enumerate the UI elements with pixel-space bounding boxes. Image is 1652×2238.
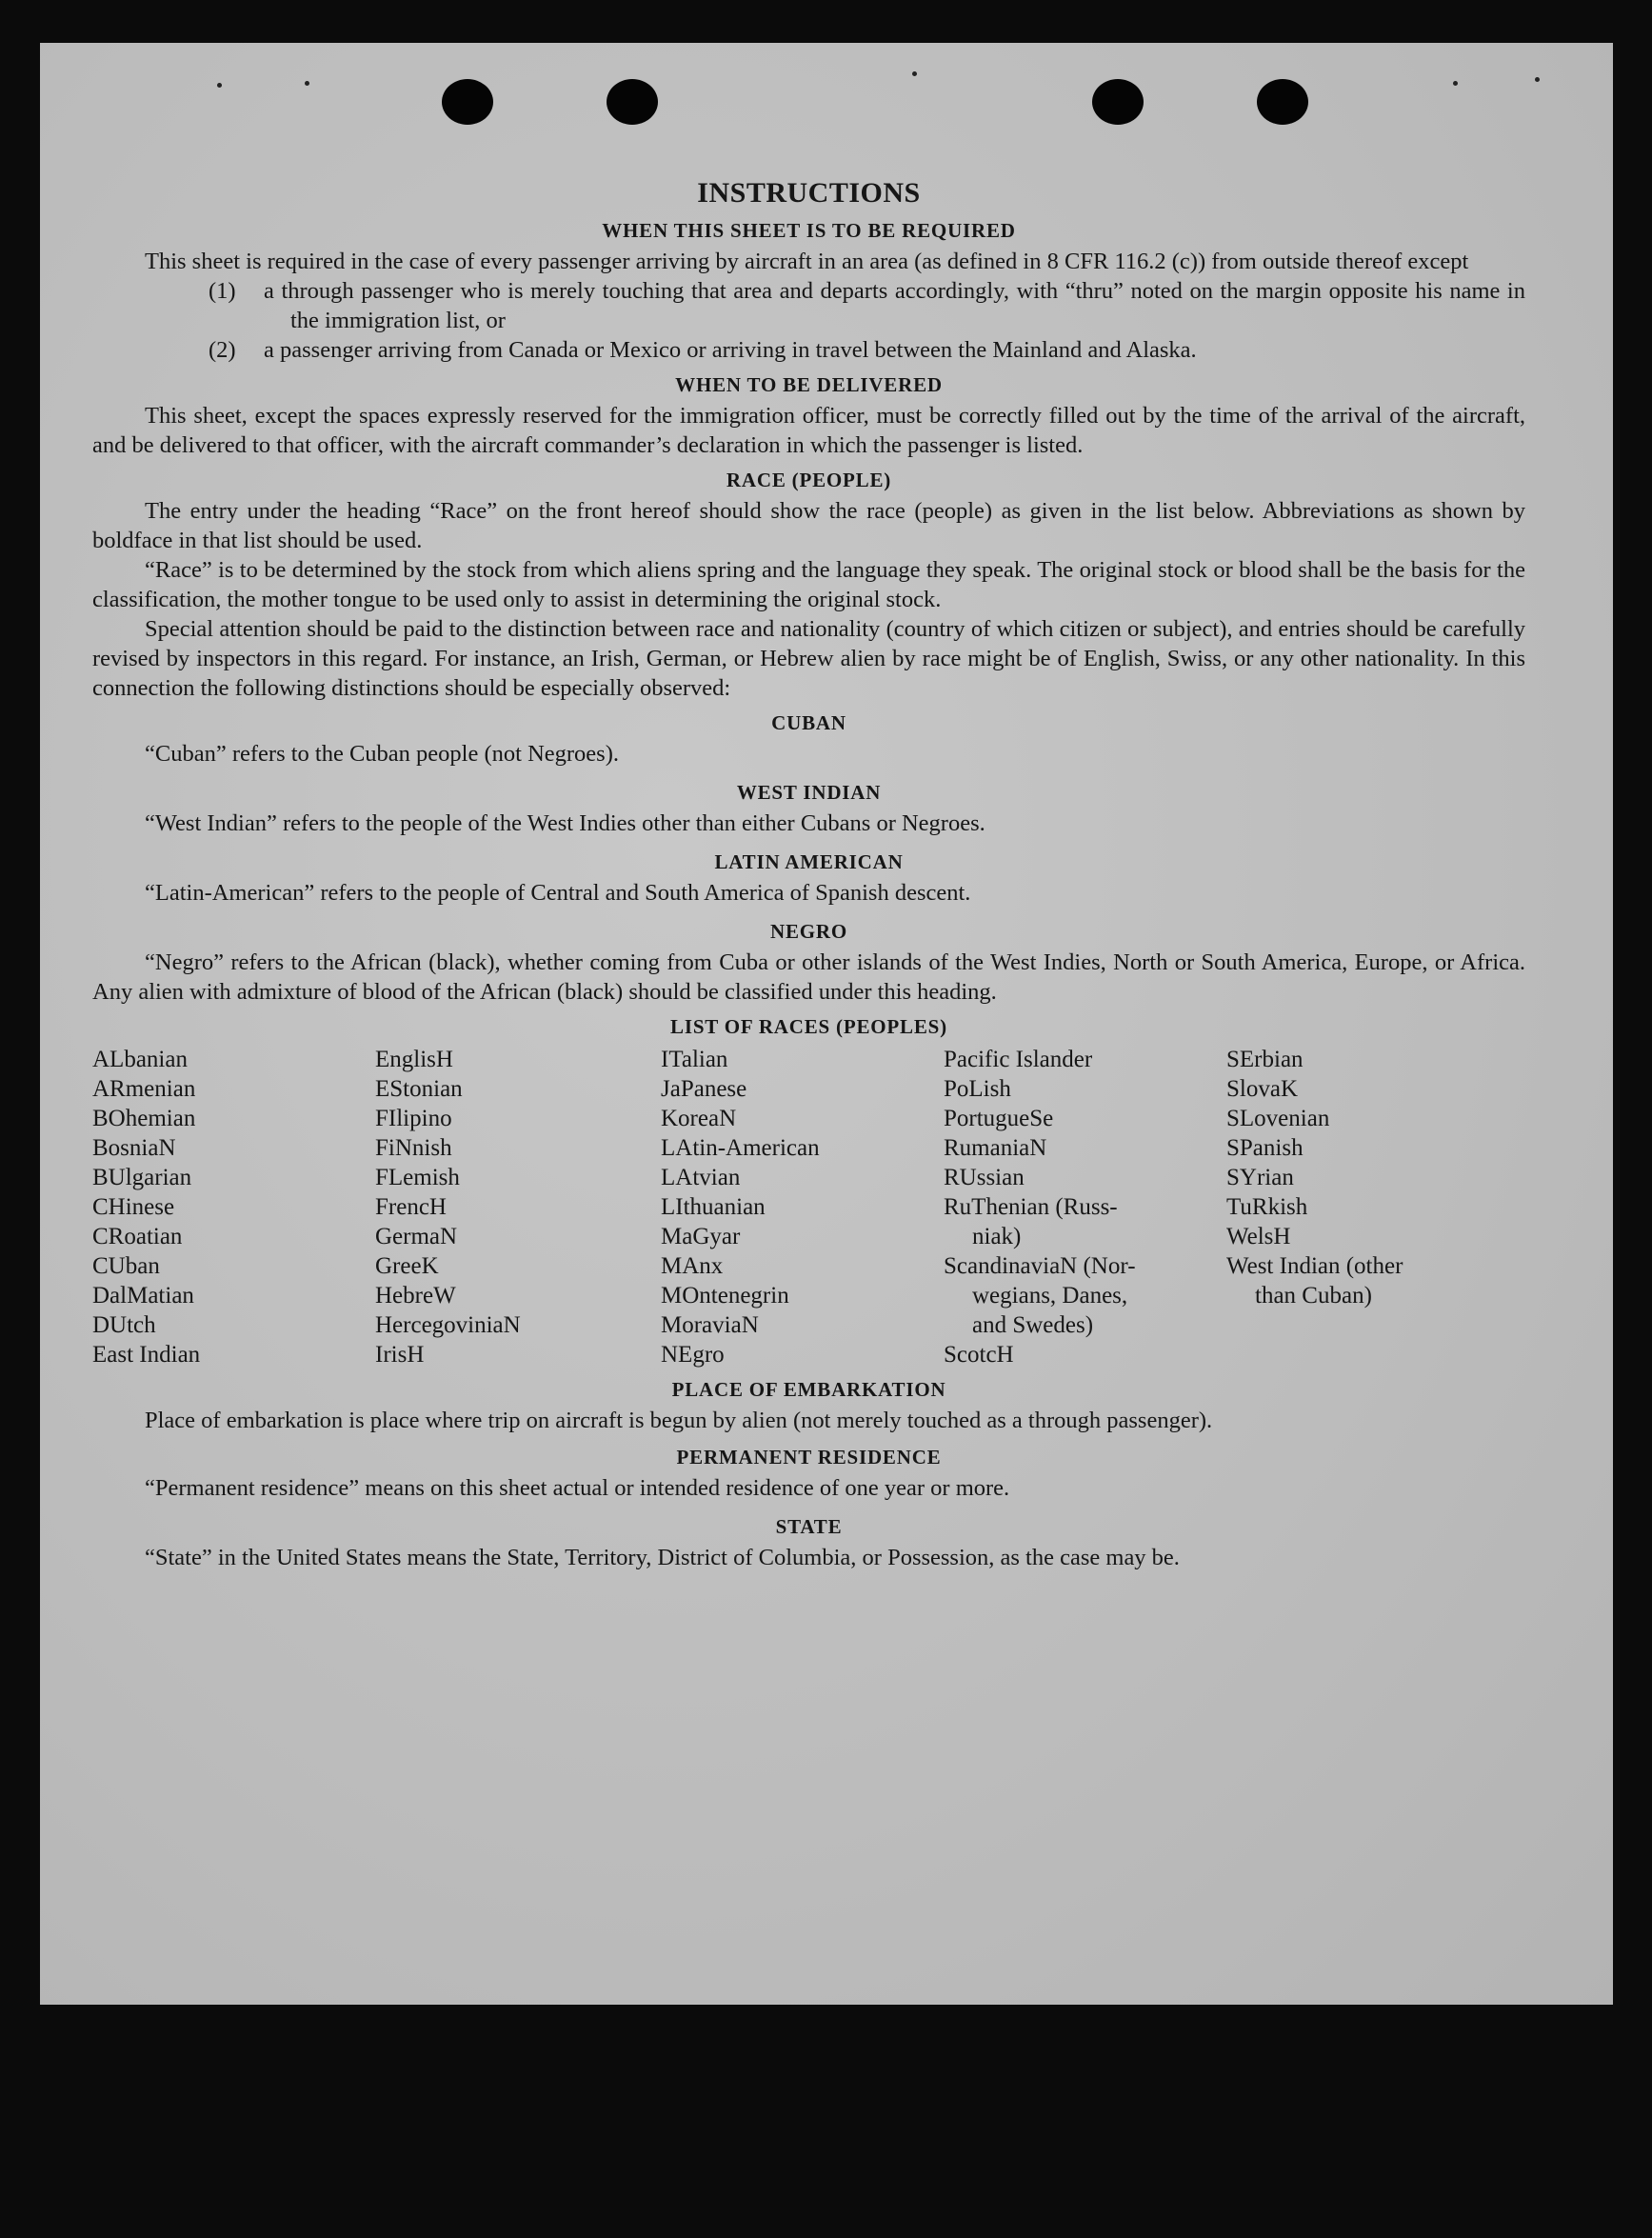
permanent-residence-definition: “Permanent residence” means on this sheet actual or intended residence of one year or more. — [145, 1475, 1010, 1501]
negro-definition: “Negro” refers to the African (black), whether coming from Cuba or other islands of the West Indies, North or South America, Europe, or Africa. Any alien with admixture of blood of the African (black) should be classified under this heading. — [92, 949, 1525, 1005]
race-entry: IrisH — [375, 1342, 425, 1368]
race-entry: WelsH — [1226, 1224, 1291, 1249]
document-sheet — [40, 43, 1613, 2005]
item-text: a through passenger who is merely touching that area and departs accordingly, with “thru” noted on the margin opposite his name in the immigration list, or — [264, 278, 1525, 333]
punch-hole — [442, 79, 493, 125]
race-entry: SPanish — [1226, 1135, 1304, 1161]
race-entry: PoLish — [944, 1076, 1011, 1102]
race-entry: ITalian — [661, 1047, 728, 1072]
instructions-content — [92, 176, 1525, 1572]
race-entry: LAtvian — [661, 1165, 741, 1190]
speck — [1453, 81, 1458, 86]
race-entry: ScandinaviaN (Nor- — [944, 1253, 1136, 1279]
race-entry: Pacific Islander — [944, 1047, 1093, 1072]
race-entry: RumaniaN — [944, 1135, 1047, 1161]
race-entry: GreeK — [375, 1253, 439, 1279]
speck — [305, 81, 309, 86]
race-entry: MaGyar — [661, 1224, 741, 1249]
race-entry: ALbanian — [92, 1047, 188, 1072]
race-entry: NEgro — [661, 1342, 725, 1368]
race-entry: EnglisH — [375, 1047, 453, 1072]
race-entry: CRoatian — [92, 1224, 183, 1249]
race-entry: CUban — [92, 1253, 160, 1279]
race-column — [92, 1045, 375, 1369]
race-entry: niak) — [972, 1224, 1022, 1249]
embarkation-heading: PLACE OF EMBARKATION — [671, 1378, 946, 1401]
race-entry: than Cuban) — [1255, 1283, 1372, 1309]
permanent-residence-heading: PERMANENT RESIDENCE — [676, 1446, 942, 1469]
item-number: (1) — [209, 278, 236, 304]
speck — [217, 83, 222, 88]
item-text: a passenger arriving from Canada or Mexico or arriving in travel between the Mainland and Alaska. — [264, 337, 1197, 363]
cuban-definition: “Cuban” refers to the Cuban people (not Negroes). — [145, 741, 619, 767]
when-delivered-text: This sheet, except the spaces expressly reserved for the immigration officer, must be correctly filled out by the time of the arrival of the aircraft, and be delivered to that officer, with the aircraft commander’s declaration in which the passenger is listed. — [92, 403, 1525, 458]
race-entry: DUtch — [92, 1312, 156, 1338]
embarkation-definition: Place of embarkation is place where trip on aircraft is begun by alien (not merely touched as a through passenger). — [145, 1408, 1213, 1433]
speck — [1535, 77, 1540, 82]
punch-hole — [1092, 79, 1144, 125]
exception-item-2 — [209, 335, 1525, 365]
race-entry: MoraviaN — [661, 1312, 759, 1338]
race-column — [1226, 1045, 1483, 1369]
race-entry: BosniaN — [92, 1135, 176, 1161]
latin-american-heading: LATIN AMERICAN — [714, 850, 904, 873]
race-entry: BUlgarian — [92, 1165, 192, 1190]
race-entry: FLemish — [375, 1165, 460, 1190]
race-entry: wegians, Danes, — [972, 1283, 1128, 1309]
race-entry: DalMatian — [92, 1283, 194, 1309]
race-entry: HercegoviniaN — [375, 1312, 521, 1338]
race-entry: PortugueSe — [944, 1106, 1054, 1131]
race-entry: MOntenegrin — [661, 1283, 789, 1309]
race-entry: BOhemian — [92, 1106, 196, 1131]
race-paragraph-2: “Race” is to be determined by the stock from which aliens spring and the language they speak. The original stock or blood shall be the basis for the classification, the mother tongue to be used only to assist in determining the original stock. — [92, 557, 1525, 612]
race-entry: FIlipino — [375, 1106, 452, 1131]
race-list-grid — [92, 1045, 1525, 1369]
race-entry: KoreaN — [661, 1106, 737, 1131]
race-entry: West Indian (other — [1226, 1253, 1403, 1279]
race-entry: SYrian — [1226, 1165, 1294, 1190]
race-column — [661, 1045, 944, 1369]
race-entry: RuThenian (Russ- — [944, 1194, 1118, 1220]
race-entry: FrencH — [375, 1194, 447, 1220]
item-number: (2) — [209, 337, 236, 363]
west-indian-definition: “West Indian” refers to the people of the West Indies other than either Cubans or Negroes. — [145, 810, 985, 836]
race-paragraph-1: The entry under the heading “Race” on the front hereof should show the race (people) as given in the list below. Abbreviations as shown by boldface in that list should be used. — [92, 498, 1525, 553]
race-heading: RACE (PEOPLE) — [726, 469, 892, 491]
when-required-heading: WHEN THIS SHEET IS TO BE REQUIRED — [602, 219, 1016, 242]
race-entry: HebreW — [375, 1283, 456, 1309]
race-entry: JaPanese — [661, 1076, 747, 1102]
race-entry: East Indian — [92, 1342, 201, 1368]
punch-hole — [607, 79, 658, 125]
west-indian-heading: WEST INDIAN — [736, 781, 882, 804]
punch-hole — [1257, 79, 1308, 125]
race-entry: GermaN — [375, 1224, 458, 1249]
race-entry: EStonian — [375, 1076, 463, 1102]
exception-item-1 — [209, 276, 1525, 335]
race-entry: SlovaK — [1226, 1076, 1298, 1102]
race-entry: SLovenian — [1226, 1106, 1330, 1131]
race-column — [375, 1045, 661, 1369]
list-of-races-heading: LIST OF RACES (PEOPLES) — [670, 1015, 947, 1038]
negro-heading: NEGRO — [769, 920, 847, 943]
race-entry: and Swedes) — [972, 1312, 1094, 1338]
when-delivered-heading: WHEN TO BE DELIVERED — [675, 373, 943, 396]
cuban-heading: CUBAN — [771, 711, 846, 734]
race-entry: LIthuanian — [661, 1194, 766, 1220]
race-entry: SErbian — [1226, 1047, 1304, 1072]
race-entry: ScotcH — [944, 1342, 1014, 1368]
when-required-intro: This sheet is required in the case of every passenger arriving by aircraft in an area (as defined in 8 CFR 116.2 (c)) from outside thereof except — [145, 249, 1469, 274]
latin-american-definition: “Latin-American” refers to the people of Central and South America of Spanish descent. — [145, 880, 971, 906]
race-entry: FiNnish — [375, 1135, 452, 1161]
race-entry: ARmenian — [92, 1076, 196, 1102]
race-entry: RUssian — [944, 1165, 1025, 1190]
race-entry: CHinese — [92, 1194, 175, 1220]
race-column — [944, 1045, 1226, 1369]
race-paragraph-3: Special attention should be paid to the distinction between race and nationality (country of which citizen or subject), and entries should be carefully revised by inspectors in this regard. For instance, an Irish, German, or Hebrew alien by race might be of English, Swiss, or any other nationality. In this connection the following distinctions should be especially observed: — [92, 616, 1525, 701]
race-entry: TuRkish — [1226, 1194, 1308, 1220]
page-title: INSTRUCTIONS — [697, 177, 921, 209]
race-entry: MAnx — [661, 1253, 724, 1279]
state-heading: STATE — [775, 1515, 843, 1538]
race-entry: LAtin-American — [661, 1135, 820, 1161]
state-definition: “State” in the United States means the State, Territory, District of Columbia, or Possession, as the case may be. — [145, 1545, 1180, 1570]
speck — [912, 71, 917, 76]
